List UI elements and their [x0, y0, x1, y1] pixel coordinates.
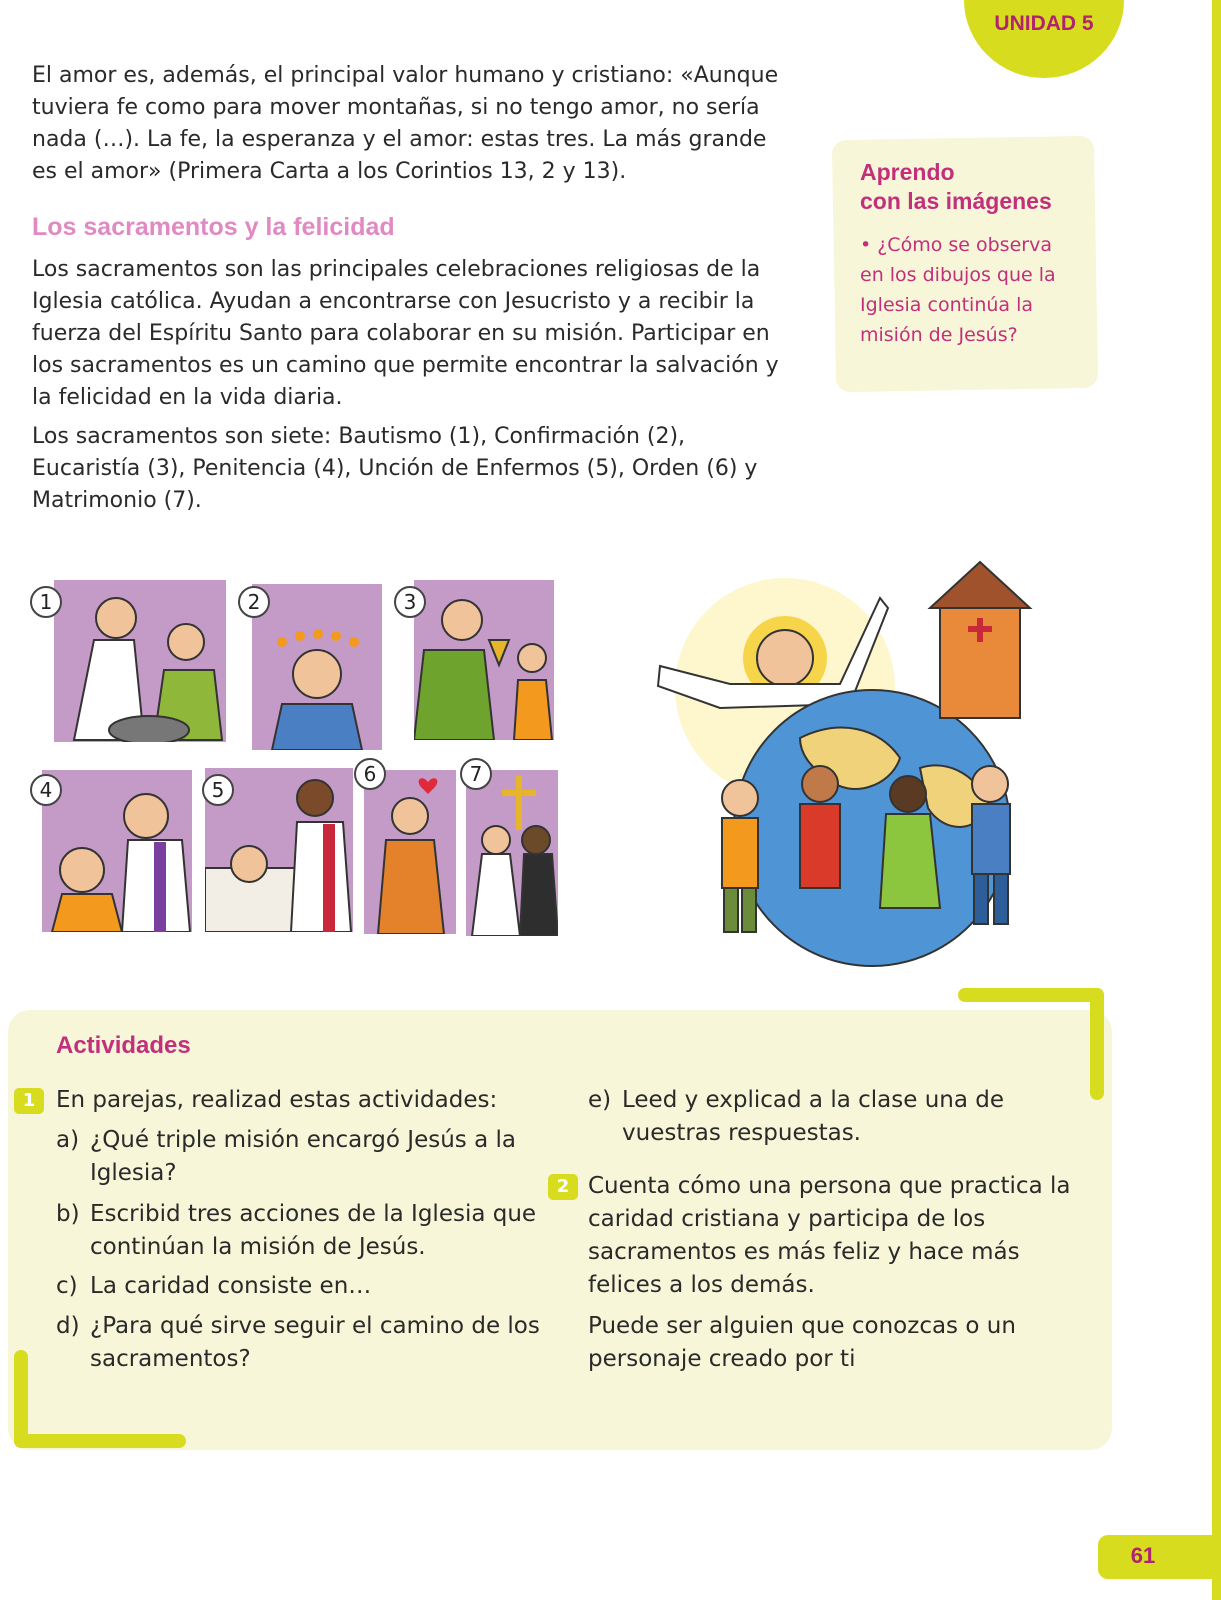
bracket-decoration-bottom [14, 1434, 186, 1448]
sacrament-number-5: 5 [202, 774, 234, 806]
bracket-decoration-right [1090, 988, 1104, 1100]
baptism-illustration [54, 580, 226, 742]
item-e-letter: e) [588, 1087, 612, 1113]
sacraments-paragraph-2: Los sacramentos son siete: Bautismo (1), Confirmación (2), Eucaristía (3), Penitencia (4), Unción de Enfermos (5), Orden (6) y Matrimonio (7). [32, 424, 758, 513]
sidebar-question-text: ¿Cómo se observa en los dibujos que la Iglesia continúa la misión de Jesús? [860, 234, 1056, 346]
item-d-letter: d) [56, 1313, 80, 1339]
matrimony-illustration [466, 770, 558, 936]
item-d-text: ¿Para qué sirve seguir el camino de los sacramentos? [90, 1313, 540, 1372]
bullet-icon: • [860, 234, 872, 256]
item-b-text: Escribid tres acciones de la Iglesia que continúan la misión de Jesús. [90, 1201, 537, 1260]
sidebar-question [860, 230, 1078, 350]
sidebar-title-line1: Aprendo [860, 159, 955, 185]
sacrament-number-3: 3 [394, 586, 426, 618]
sacrament-panel-orders [364, 770, 456, 934]
item-c-letter: c) [56, 1273, 78, 1299]
activity-1-intro: En parejas, realizad estas actividades: [56, 1087, 498, 1113]
sacrament-panel-penance [42, 770, 192, 932]
sidebar-title-line2: con las imágenes [860, 188, 1052, 214]
holy-orders-illustration [364, 770, 456, 934]
sacrament-number-4: 4 [30, 774, 62, 806]
confirmation-illustration [252, 584, 382, 750]
page-edge-bar [1212, 0, 1221, 1600]
sacrament-panel-matrimony [466, 770, 558, 936]
activity-1-badge: 1 [14, 1088, 44, 1114]
section-heading: Los sacramentos y la felicidad [32, 213, 395, 241]
activity-2-text: Cuenta cómo una persona que practica la caridad cristiana y participa de los sacramentos es más feliz y hace más felices a los demás. [588, 1173, 1071, 1298]
activity-2-note: Puede ser alguien que conozcas o un personaje creado por ti [588, 1313, 1016, 1372]
sacrament-number-6: 6 [354, 758, 386, 790]
sidebar-title [860, 158, 1052, 216]
bracket-decoration-top [958, 988, 1104, 1002]
sacrament-number-2: 2 [238, 586, 270, 618]
intro-paragraph: El amor es, además, el principal valor humano y cristiano: «Aunque tuviera fe como para mover montañas, si no tengo amor, no sería nada (…). La fe, la esperanza y el amor: estas tres. La más grande es el amor» (Primera Carta a los Corintios 13, 2 y 13). [32, 63, 779, 184]
item-b-letter: b) [56, 1201, 80, 1227]
item-a-text: ¿Qué triple misión encargó Jesús a la Iglesia? [90, 1127, 516, 1186]
item-a-letter: a) [56, 1127, 80, 1153]
eucharist-illustration [414, 580, 554, 740]
item-e-text: Leed y explicad a la clase una de vuestras respuestas. [622, 1087, 1005, 1146]
sacraments-paragraph-1: Los sacramentos son las principales celebraciones religiosas de la Iglesia católica. Ayudan a encontrarse con Jesucristo y a recibir la fuerza del Espíritu Santo para colaborar en su misión. Participar en los sacramentos es un camino que permite encontrar la salvación y la felicidad en la vida diaria. [32, 257, 779, 410]
item-c-text: La caridad consiste en… [90, 1273, 372, 1299]
sacrament-number-1: 1 [30, 586, 62, 618]
activities-title: Actividades [56, 1032, 191, 1059]
jesus-world-illustration [650, 548, 1090, 968]
page-number: 61 [1130, 1543, 1156, 1568]
sacrament-panel-baptism [54, 580, 226, 742]
activity-2-badge: 2 [548, 1174, 578, 1200]
sacrament-panel-eucharist [414, 580, 554, 740]
penance-illustration [42, 770, 192, 932]
sacrament-panel-confirmation [252, 584, 382, 750]
unit-label: UNIDAD 5 [994, 12, 1094, 35]
sacrament-number-7: 7 [460, 758, 492, 790]
